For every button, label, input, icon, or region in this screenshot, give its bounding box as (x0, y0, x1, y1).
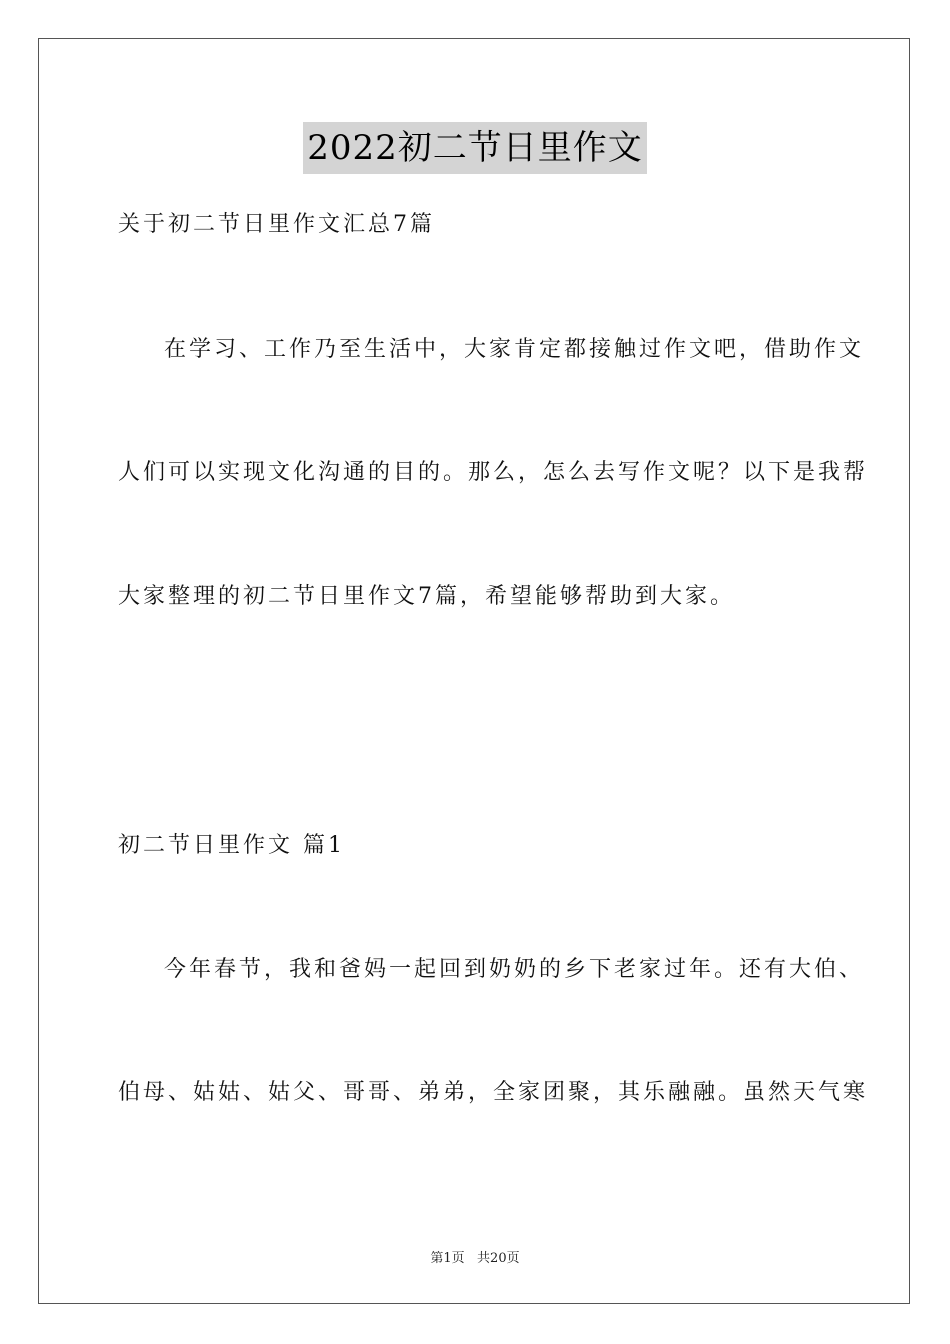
body-line: 伯母、姑姑、姑父、哥哥、弟弟，全家团聚，其乐融融。虽然天气寒 (118, 1080, 869, 1105)
section-heading: 初二节日里作文 篇1 (118, 833, 345, 858)
document-subtitle: 关于初二节日里作文汇总7篇 (118, 212, 435, 237)
intro-line: 大家整理的初二节日里作文7篇，希望能够帮助到大家。 (118, 584, 735, 609)
title-wrap (0, 122, 950, 174)
document-title: 2022初二节日里作文 (303, 122, 647, 174)
intro-line: 在学习、工作乃至生活中，大家肯定都接触过作文吧，借助作文 (164, 337, 865, 362)
body-line: 今年春节，我和爸妈一起回到奶奶的乡下老家过年。还有大伯、 (164, 957, 865, 982)
intro-line: 人们可以实现文化沟通的目的。那么，怎么去写作文呢？以下是我帮 (118, 460, 869, 485)
page-number: 第1页 共20页 (430, 1251, 520, 1266)
